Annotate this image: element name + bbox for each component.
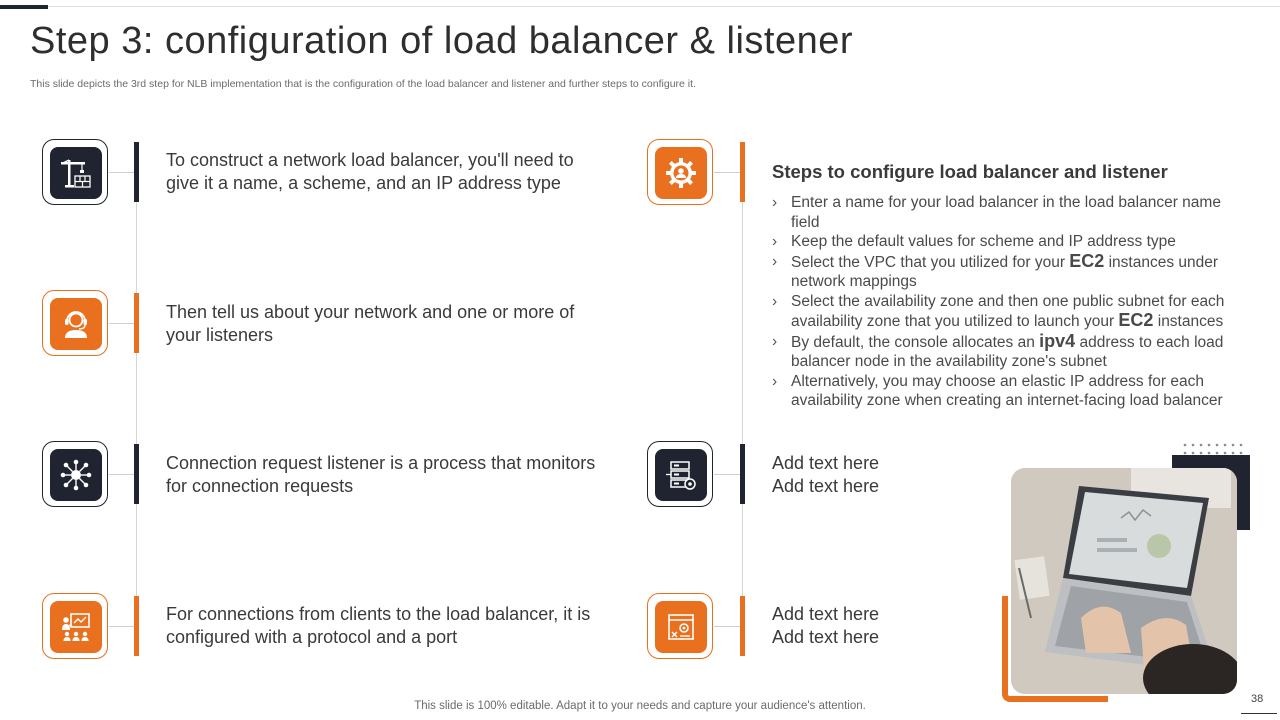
left-item-3-connector: [109, 474, 135, 475]
steps-list: [772, 193, 1242, 411]
right-item-1-icon-box: [647, 139, 713, 205]
steps-title: Steps to configure load balancer and listener: [772, 161, 1168, 182]
left-item-2-bar: [134, 293, 139, 353]
left-timeline-line: [136, 172, 137, 628]
network-hub-icon: [59, 458, 93, 492]
steps-list-item: › Select the VPC that you utilized for your EC2 instances under network mappings: [772, 252, 1242, 292]
left-item-2-icon-box: [42, 290, 108, 356]
right-item-3-icon-box: [647, 593, 713, 659]
steps-list-item: › Enter a name for your load balancer in the load balancer name field: [772, 193, 1242, 232]
top-rule: [0, 6, 1280, 7]
presentation-icon: [59, 610, 93, 644]
right-item-3-text: Add text here Add text here: [772, 604, 880, 647]
slide-title: Step 3: configuration of load balancer & listener: [30, 20, 854, 62]
construction-crane-icon: [59, 156, 93, 190]
right-item-3-bar: [740, 596, 745, 656]
slide-subtitle: This slide depicts the 3rd step for NLB implementation that is the configuration of the load balancer and listener and further steps to configure it.: [30, 78, 696, 90]
document-settings-icon: [664, 610, 698, 644]
right-item-1-connector: [714, 172, 740, 173]
steps-list-item: › Select the availability zone and then one public subnet for each availability zone that you utilized to launch your EC2 instances: [772, 292, 1242, 332]
steps-list-item: › Alternatively, you may choose an elastic IP address for each availability zone when creating an internet-facing load balancer: [772, 372, 1242, 411]
left-item-2-text: Then tell us about your network and one or more of your listeners: [166, 302, 575, 345]
left-item-4-bar: [134, 596, 139, 656]
left-item-4-text: For connections from clients to the load balancer, it is configured with a protocol and a port: [166, 604, 591, 647]
right-item-2-text: Add text here Add text here: [772, 453, 880, 496]
support-agent-icon: [59, 307, 93, 341]
left-item-2-connector: [109, 323, 135, 324]
gear-user-icon: [664, 156, 698, 190]
right-item-2-icon-box: [647, 441, 713, 507]
right-timeline-line: [742, 172, 743, 628]
left-item-1-bar: [134, 142, 139, 202]
left-item-1-icon-box: [42, 139, 108, 205]
right-item-1-bar: [740, 142, 745, 202]
footer-note: This slide is 100% editable. Adapt it to your needs and capture your audience's attention.: [414, 700, 866, 712]
top-accent-bar: [0, 5, 48, 9]
right-item-2-connector: [714, 474, 740, 475]
left-item-3-bar: [134, 444, 139, 504]
left-item-4-icon-box: [42, 593, 108, 659]
left-item-1-connector: [109, 172, 135, 173]
page-number-underline: [1241, 713, 1277, 714]
left-item-3-text: Connection request listener is a process that monitors for connection requests: [166, 453, 596, 496]
laptop-photo: [1011, 468, 1237, 694]
left-item-3-icon-box: [42, 441, 108, 507]
server-settings-icon: [664, 458, 698, 492]
right-item-3-connector: [714, 626, 740, 627]
page-number: 38: [1251, 693, 1264, 705]
steps-list-item: › Keep the default values for scheme and IP address type: [772, 232, 1242, 252]
steps-list-item: › By default, the console allocates an ipv4 address to each load balancer node in the availability zone's subnet: [772, 332, 1242, 372]
left-item-1-text: To construct a network load balancer, you'll need to give it a name, a scheme, and an IP address type: [166, 150, 574, 193]
left-item-4-connector: [109, 626, 135, 627]
right-item-2-bar: [740, 444, 745, 504]
